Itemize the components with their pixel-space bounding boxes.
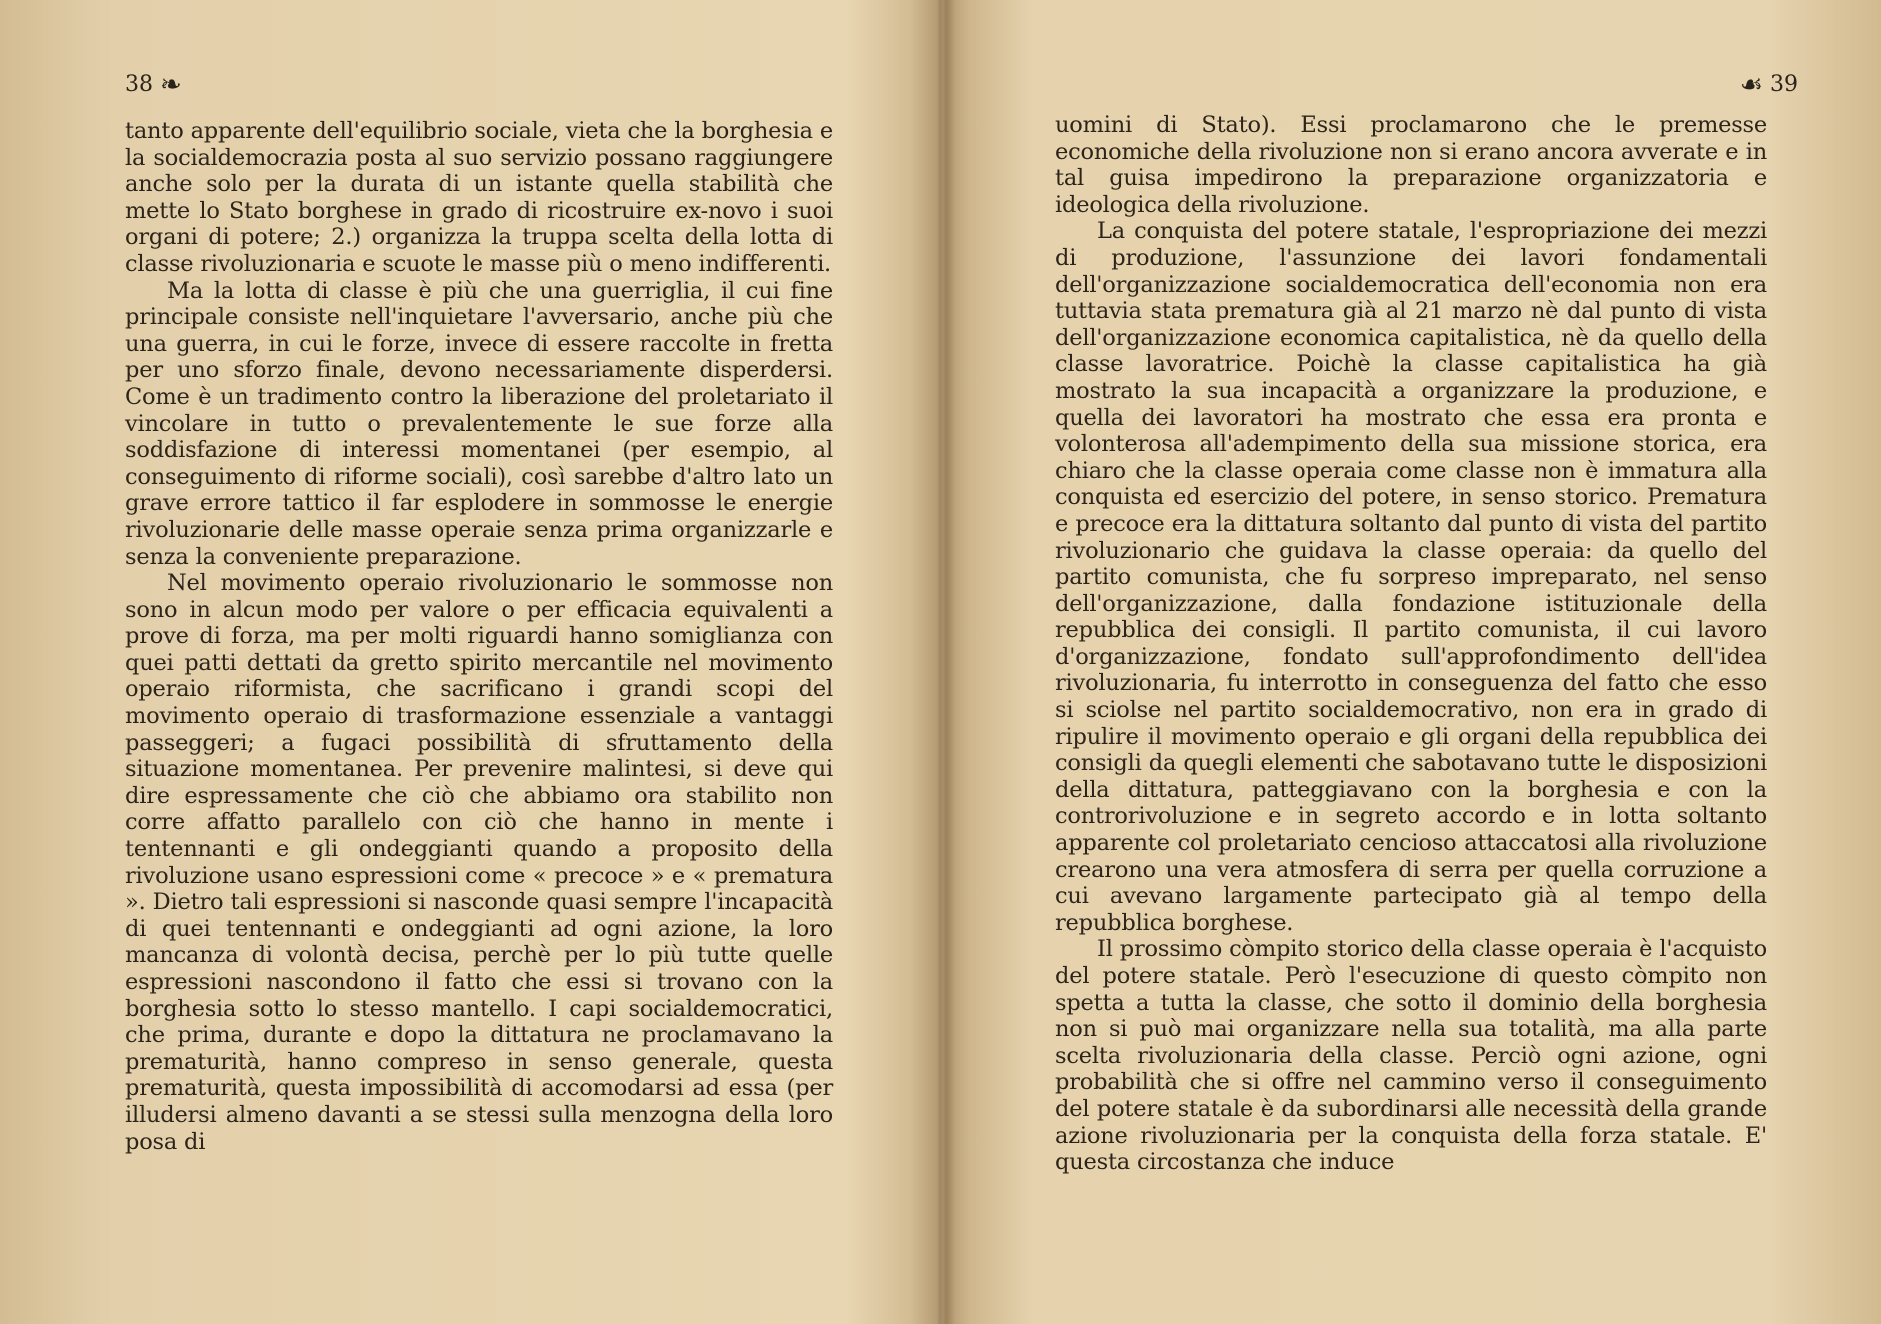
right-page-header xyxy=(1740,70,1798,100)
left-page-body xyxy=(125,118,833,1155)
left-page xyxy=(0,0,930,1324)
left-page-header xyxy=(125,70,182,100)
right-page-body xyxy=(1055,112,1767,1176)
paragraph: uomini di Stato). Essi proclamarono che le premesse economiche della rivoluzione non si erano ancora avverate e in tal guisa impedirono la preparazione organizzatoria e ideologica della rivoluzione. xyxy=(1055,112,1767,218)
page-number: 38 xyxy=(125,72,153,97)
paragraph: La conquista del potere statale, l'espropriazione dei mezzi di produzione, l'assunzione dei lavori fondamentali dell'organizzazione socialdemocratica dell'economia non era tuttavia stata prematura già al 21 marzo nè dal punto di vista dell'organizzazione economica capitalistica, nè da quello della classe lavoratrice. Poichè la classe capitalistica ha già mostrato la sua incapacità a organizzare la produzione, e quella dei lavoratori ha mostrato che essa era pronta e volonterosa all'adempimento della sua missione storica, era chiaro che la classe operaia come classe non è immatura alla conquista ed esercizio del potere, in senso storico. Prematura e precoce era la dittatura soltanto dal punto di vista del partito rivoluzionario che guidava la classe operaia: da quello del partito comunista, che fu sorpreso impreparato, nel senso dell'organizzazione, dalla fondazione istituzionale della repubblica dei consigli. Il partito comunista, il cui lavoro d'organizzazione, fondato sull'approfondimento dell'idea rivoluzionaria, fu interrotto in conseguenza del fatto che esso si sciolse nel partito socialdemocrativo, non era in grado di ripulire il movimento operaio e gli organi della repubblica dei consigli da quegli elementi che sabotavano tutte le disposizioni della dittatura, patteggiavano con la borghesia e con la controrivoluzione e in segreto accordo e in lotta soltanto apparente col proletariato cencioso attaccatosi alla rivoluzione crearono una vera atmosfera di serra per quella corruzione a cui avevano largamente partecipato già al tempo della repubblica borghese. xyxy=(1055,218,1767,936)
paragraph: tanto apparente dell'equilibrio sociale, vieta che la borghesia e la socialdemocrazia posta al suo servizio possano raggiungere anche solo per la durata di un istante quella stabilità che mette lo Stato borghese in grado di ricostruire ex-novo i suoi organi di potere; 2.) organizza la truppa scelta della lotta di classe rivoluzionaria e scuote le masse più o meno indifferenti. xyxy=(125,118,833,277)
paragraph: Il prossimo còmpito storico della classe operaia è l'acquisto del potere statale. Però l'esecuzione di questo còmpito non spetta a tutta la classe, che sotto il dominio della borghesia non si può mai organizzare nella sua totalità, ma alla parte scelta rivoluzionaria della classe. Perciò ogni azione, ogni probabilità che si offre nel cammino verso il conseguimento del potere statale è da subordinarsi alle necessità della grande azione rivoluzionaria per la conquista della forza statale. E' questa circostanza che induce xyxy=(1055,936,1767,1176)
right-page xyxy=(955,0,1881,1324)
ornament-icon: ❧ xyxy=(160,70,182,100)
paragraph: Ma la lotta di classe è più che una guerriglia, il cui fine principale consiste nell'inquietare l'avversario, anche più che una guerra, in cui le forze, invece di essere raccolte in fretta per uno sforzo finale, devono necessariamente disperdersi. Come è un tradimento contro la liberazione del proletariato il vincolare in tutto o prevalentemente le sue forze alla soddisfazione di interessi momentanei (per esempio, al conseguimento di riforme sociali), così sarebbe d'altro lato un grave errore tattico il far esplodere in sommosse le energie rivoluzionarie delle masse operaie senza prima organizzarle e senza la conveniente preparazione. xyxy=(125,277,833,570)
ornament-icon: ☙ xyxy=(1739,70,1763,100)
page-number: 39 xyxy=(1770,72,1798,97)
paragraph: Nel movimento operaio rivoluzionario le sommosse non sono in alcun modo per valore o per efficacia equivalenti a prove di forza, ma per molti riguardi hanno somiglianza con quei patti dettati da gretto spirito mercantile nel movimento operaio riformista, che sacrificano i grandi scopi del movimento operaio di trasformazione essenziale a vantaggi passeggeri; a fugaci possibilità di sfruttamento della situazione momentanea. Per prevenire malintesi, si deve qui dire espressamente che ciò che abbiamo ora stabilito non corre affatto parallelo con ciò che hanno in mente i tentennanti e gli ondeggianti quando a proposito della rivoluzione usano espressioni come « precoce » e « prematura ». Dietro tali espressioni si nasconde quasi sempre l'incapacità di quei tentennanti e ondeggianti ad ogni azione, la loro mancanza di volontà decisa, perchè per lo più tutte quelle espressioni nascondono il fatto che essi si trovano con la borghesia sotto lo stesso mantello. I capi socialdemocratici, che prima, durante e dopo la dittatura ne proclamavano la prematurità, hanno compreso in senso generale, questa prematurità, questa impossibilità di accomodarsi ad essa (per illudersi almeno davanti a se stessi sulla menzogna della loro posa di xyxy=(125,570,833,1155)
